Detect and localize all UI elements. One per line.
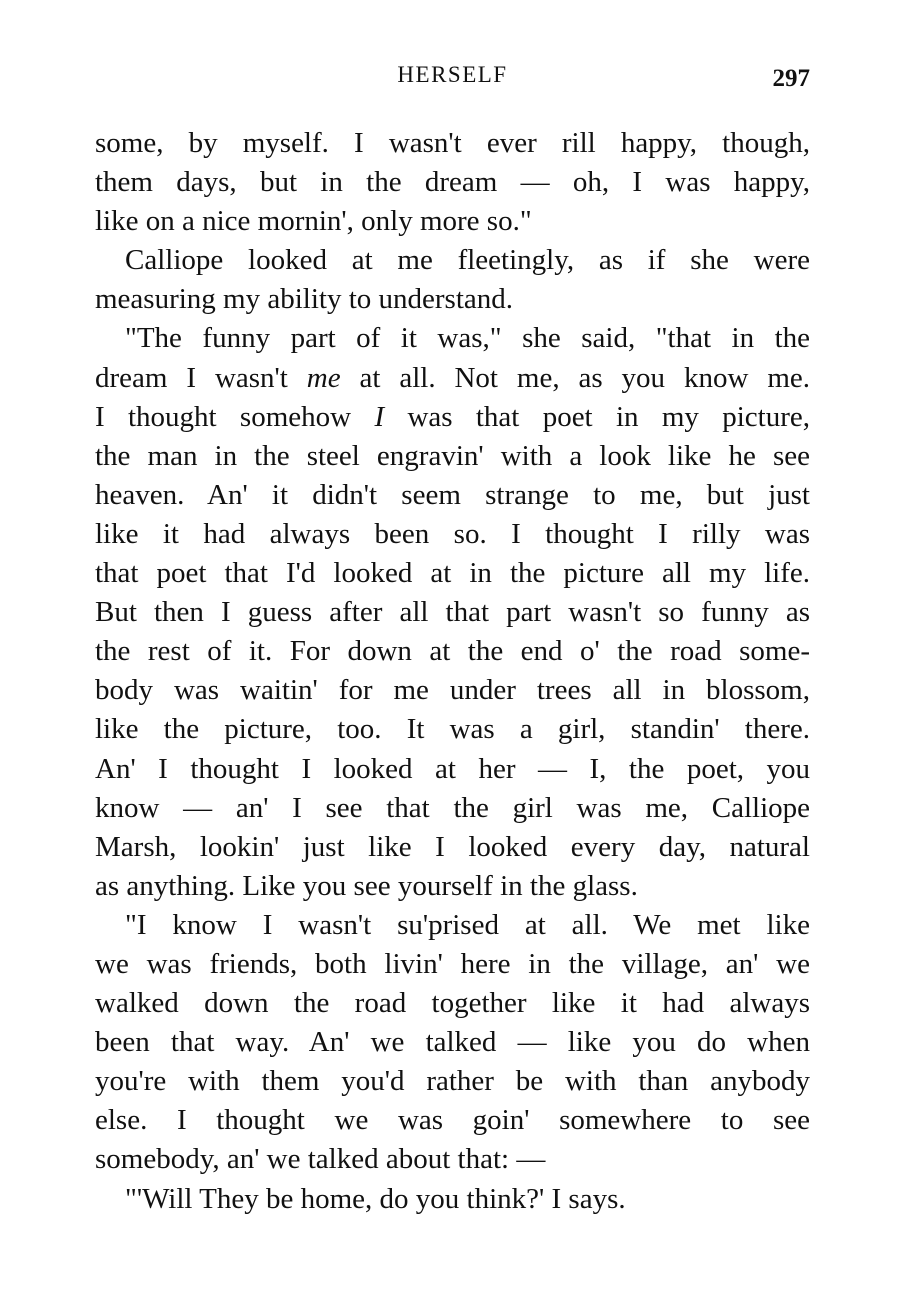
text-line: else. I thought we was goin' somewhere to see (95, 1104, 810, 1137)
text-line: Calliope looked at me fleetingly, as if she were (125, 244, 810, 277)
text-line: "The funny part of it was," she said, "that in the (125, 322, 810, 355)
text-line: know — an' I see that the girl was me, Calliope (95, 791, 810, 824)
text-line: we was friends, both livin' here in the village, an' we (95, 947, 810, 980)
text-line: like the picture, too. It was a girl, standin' there. (95, 713, 810, 746)
text-line (95, 398, 810, 437)
text-line: them days, but in the dream — oh, I was happy, (95, 166, 810, 199)
text-line: the rest of it. For down at the end o' the road some- (95, 635, 810, 668)
text-line: that poet that I'd looked at in the picture all my life. (95, 557, 810, 590)
text-line: But then I guess after all that part wasn't so funny as (95, 596, 810, 629)
text-segment: dream I wasn't (95, 361, 307, 394)
text-line: like on a nice mornin', only more so." (95, 205, 532, 238)
running-title: HERSELF (397, 62, 508, 87)
text-line: "'Will They be home, do you think?' I says. (125, 1182, 626, 1215)
text-line: Marsh, lookin' just like I looked every day, natural (95, 830, 810, 863)
text-line (95, 359, 810, 398)
text-segment: I thought somehow (95, 400, 375, 433)
page-number: 297 (772, 65, 810, 92)
text-line: measuring my ability to understand. (95, 283, 514, 316)
body-text (95, 124, 810, 1219)
text-segment: was that poet in my picture, (384, 400, 810, 433)
text-line: the man in the steel engravin' with a look like he see (95, 439, 810, 472)
text-segment: at all. Not me, as you know me. (340, 361, 810, 394)
text-line: like it had always been so. I thought I rilly was (95, 517, 810, 550)
text-line: body was waitin' for me under trees all in blossom, (95, 674, 810, 707)
text-line: An' I thought I looked at her — I, the poet, you (95, 752, 810, 785)
italic-word: I (374, 400, 385, 433)
text-line: "I know I wasn't su'prised at all. We met like (125, 908, 810, 941)
text-line: walked down the road together like it had always (95, 987, 810, 1020)
text-line: as anything. Like you see yourself in the glass. (95, 869, 638, 902)
text-line: some, by myself. I wasn't ever rill happy, though, (95, 127, 810, 159)
text-line: heaven. An' it didn't seem strange to me, but just (95, 478, 810, 511)
text-line: been that way. An' we talked — like you do when (95, 1026, 810, 1059)
running-head (95, 60, 810, 100)
italic-word: me (306, 361, 341, 394)
text-line: somebody, an' we talked about that: — (95, 1143, 546, 1176)
text-line: you're with them you'd rather be with than anybody (95, 1065, 810, 1098)
